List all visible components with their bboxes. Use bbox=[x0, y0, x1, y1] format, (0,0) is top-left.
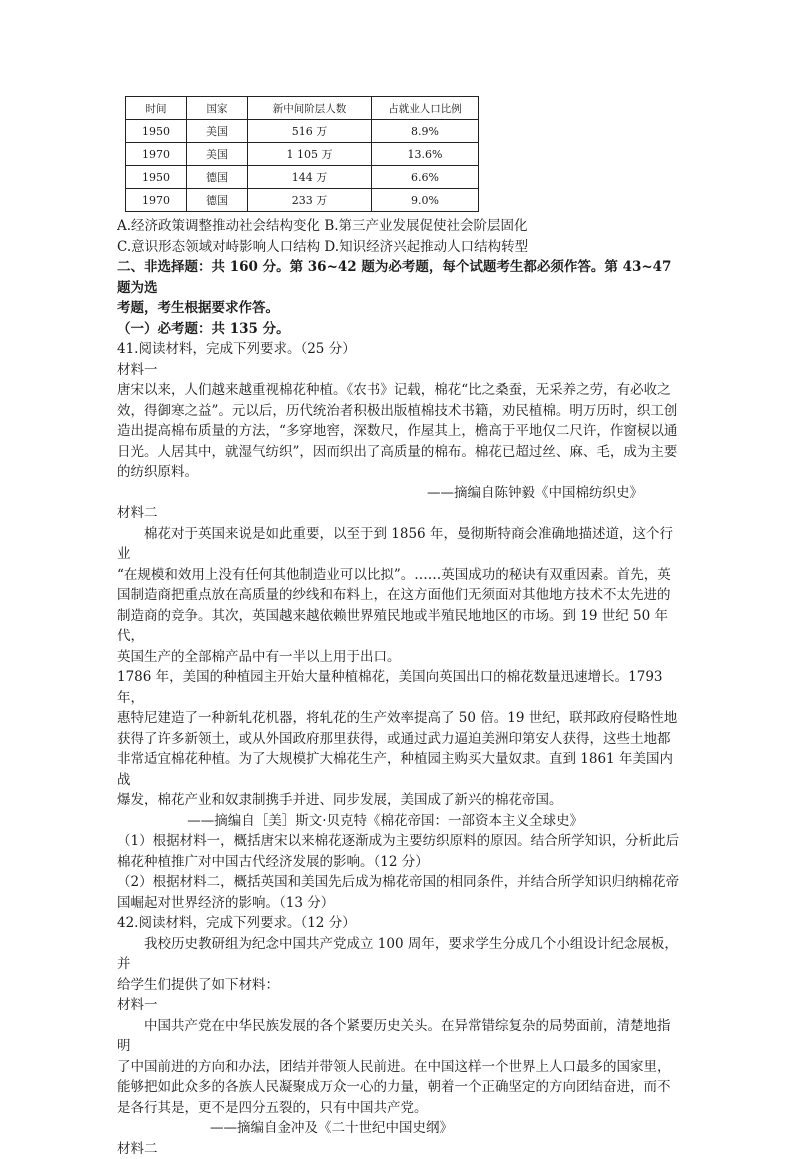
table-cell: 13.6% bbox=[372, 143, 479, 166]
q41-material2-line: 制造商的竞争。其次，英国越来越依赖世界殖民地或半殖民地地区的市场。到 19 世纪 50 年代， bbox=[117, 606, 683, 647]
table-cell: 233 万 bbox=[248, 189, 372, 212]
q41-material2-line: 棉花对于英国来说是如此重要，以至于到 1856 年，曼彻斯特商会准确地描述道，这个行业 bbox=[117, 524, 683, 565]
q41-subquestion2: 国崛起对世界经济的影响。（13 分） bbox=[117, 893, 683, 914]
table-cell: 美国 bbox=[187, 143, 248, 166]
q41-material2-line: 非常适宜棉花种植。为了大规模扩大棉花生产，种植园主购买大量奴隶。直到 1861 年美国内战 bbox=[117, 749, 683, 790]
q41-material1-line: 的纺织原料。 bbox=[117, 462, 683, 483]
table-row bbox=[126, 166, 479, 189]
table-header-cell: 占就业人口比例 bbox=[372, 97, 479, 120]
table-cell: 1970 bbox=[126, 189, 187, 212]
table-cell: 1970 bbox=[126, 143, 187, 166]
q41-material1-line: 效，得御寒之益”。元以后，历代统治者积极出版植棉技术书籍，劝民植棉。明万历时，织工创 bbox=[117, 401, 683, 422]
table-header-cell: 国家 bbox=[187, 97, 248, 120]
q42-material2-label: 材料二 bbox=[117, 1139, 683, 1159]
q41-material2-line: 1786 年，美国的种植园主开始大量种植棉花，美国向英国出口的棉花数量迅速增长。1793 年， bbox=[117, 667, 683, 708]
table-header-cell: 时间 bbox=[126, 97, 187, 120]
q42-material1-line: 能够把如此众多的各族人民凝聚成万众一心的力量，朝着一个正确坚定的方向团结奋进，而不 bbox=[117, 1077, 683, 1098]
q41-material2-line: 英国生产的全部棉产品中有一半以上用于出口。 bbox=[117, 647, 683, 668]
table-cell: 144 万 bbox=[248, 166, 372, 189]
table-cell: 516 万 bbox=[248, 120, 372, 143]
q42-material1-line: 是各行其是，更不是四分五裂的，只有中国共产党。 bbox=[117, 1098, 683, 1119]
table-header-row bbox=[126, 97, 479, 120]
table-cell: 9.0% bbox=[372, 189, 479, 212]
q41-material2-line: 获得了许多新领土，或从外国政府那里获得，或通过武力逼迫美洲印第安人获得，这些土地都 bbox=[117, 729, 683, 750]
q41-subquestion1: （1）根据材料一，概括唐宋以来棉花逐渐成为主要纺织原料的原因。结合所学知识，分析此后 bbox=[117, 831, 683, 852]
q41-material2-line: 惠特尼建造了一种新轧花机器，将轧花的生产效率提高了 50 倍。19 世纪，联邦政府侵略性地 bbox=[117, 708, 683, 729]
section-heading-line1: 二、非选择题：共 160 分。第 36~42 题为必考题，每个试题考生都必须作答。第 43~47 题为选 bbox=[117, 257, 683, 298]
q41-subquestion1: 棉花种植推广对中国古代经济发展的影响。（12 分） bbox=[117, 852, 683, 873]
q42-intro: 我校历史教研组为纪念中国共产党成立 100 周年，要求学生分成几个小组设计纪念展板，并 bbox=[117, 934, 683, 975]
q41-material1-line: 唐宋以来，人们越来越重视棉花种植。《农书》记载，棉花“比之桑蚕，无采养之劳，有必收之 bbox=[117, 380, 683, 401]
q42-material1-line: 了中国前进的方向和办法，团结并带领人民前进。在中国这样一个世界上人口最多的国家里， bbox=[117, 1057, 683, 1078]
table-cell: 1950 bbox=[126, 120, 187, 143]
answer-options-ab: A.经济政策调整推动社会结构变化 B.第三产业发展促使社会阶层固化 bbox=[117, 216, 683, 237]
q41-material2-line: “在规模和效用上没有任何其他制造业可以比拟”。……英国成功的秘诀有双重因素。首先，英 bbox=[117, 565, 683, 586]
section-heading-line2: 考题，考生根据要求作答。 bbox=[117, 298, 683, 319]
q41-material1-line: 造出提高棉布质量的方法，“多穿地窖，深数尺，作屋其上，檐高于平地仅二尺许，作窗棂以通 bbox=[117, 421, 683, 442]
table-cell: 8.9% bbox=[372, 120, 479, 143]
table-cell: 1 105 万 bbox=[248, 143, 372, 166]
required-questions-heading: （一）必考题：共 135 分。 bbox=[117, 319, 683, 340]
table-cell: 德国 bbox=[187, 189, 248, 212]
q41-subquestion2: （2）根据材料二，概括英国和美国先后成为棉花帝国的相同条件，并结合所学知识归纳棉花帝 bbox=[117, 872, 683, 893]
q41-title: 41.阅读材料，完成下列要求。（25 分） bbox=[117, 339, 683, 360]
q42-material1-line: 中国共产党在中华民族发展的各个紧要历史关头。在异常错综复杂的局势面前，清楚地指明 bbox=[117, 1016, 683, 1057]
table-row bbox=[126, 120, 479, 143]
page-content bbox=[117, 96, 683, 1159]
table-cell: 6.6% bbox=[372, 166, 479, 189]
q41-material1-line: 日光。人居其中，就湿气纺织”，因而织出了高质量的棉布。棉花已超过丝、麻、毛，成为主要 bbox=[117, 442, 683, 463]
q41-material1-label: 材料一 bbox=[117, 360, 683, 381]
answer-options-cd: C.意识形态领域对峙影响人口结构 D.知识经济兴起推动人口结构转型 bbox=[117, 237, 683, 258]
table-row bbox=[126, 143, 479, 166]
q42-material1-label: 材料一 bbox=[117, 995, 683, 1016]
q41-material1-source: ——摘编自陈钟毅《中国棉纺织史》 bbox=[117, 483, 683, 504]
q41-material2-source: ——摘编自［美］斯文·贝克特《棉花帝国：一部资本主义全球史》 bbox=[117, 811, 683, 832]
q41-material2-line: 国制造商把重点放在高质量的纱线和布料上，在这方面他们无须面对其他地方技术不太先进的 bbox=[117, 585, 683, 606]
q42-title: 42.阅读材料，完成下列要求。（12 分） bbox=[117, 913, 683, 934]
q42-intro: 给学生们提供了如下材料： bbox=[117, 975, 683, 996]
table-row bbox=[126, 189, 479, 212]
population-table bbox=[125, 96, 479, 212]
table-cell: 德国 bbox=[187, 166, 248, 189]
q41-material2-label: 材料二 bbox=[117, 503, 683, 524]
table-header-cell: 新中间阶层人数 bbox=[248, 97, 372, 120]
table-cell: 美国 bbox=[187, 120, 248, 143]
q41-material2-line: 爆发，棉花产业和奴隶制携手并进、同步发展，美国成了新兴的棉花帝国。 bbox=[117, 790, 683, 811]
q42-material1-source: ——摘编自金冲及《二十世纪中国史纲》 bbox=[117, 1118, 683, 1139]
table-cell: 1950 bbox=[126, 166, 187, 189]
